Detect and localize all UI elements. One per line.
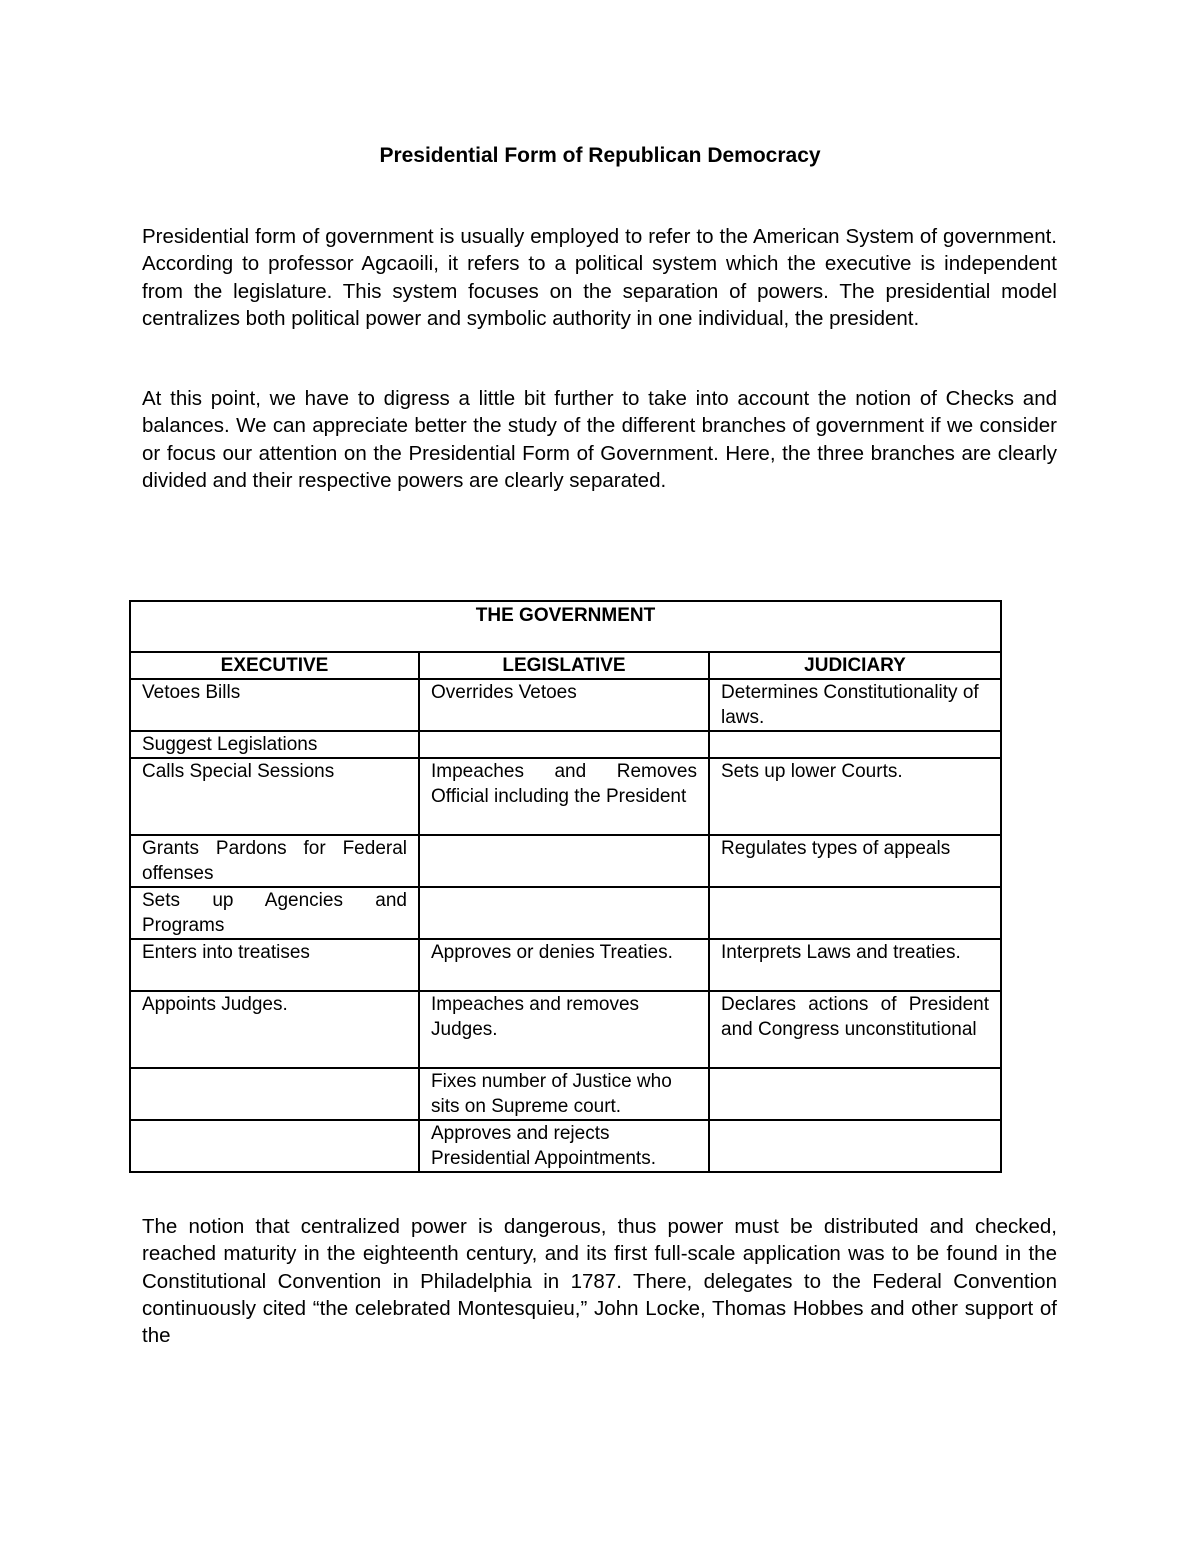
- table-row: [130, 887, 1001, 939]
- cell-executive: Grants Pardons for Federal offenses: [130, 835, 419, 887]
- cell-judiciary: [709, 1068, 1001, 1120]
- cell-executive: Vetoes Bills: [130, 679, 419, 731]
- cell-executive: Appoints Judges.: [130, 991, 419, 1068]
- cell-legislative: Fixes number of Justice who sits on Supreme court.: [419, 1068, 709, 1120]
- cell-legislative: Impeaches and Removes Official including the President: [419, 758, 709, 835]
- table-row: [130, 1120, 1001, 1172]
- header-judiciary: JUDICIARY: [709, 652, 1001, 679]
- cell-judiciary: Sets up lower Courts.: [709, 758, 1001, 835]
- cell-executive: [130, 1120, 419, 1172]
- table-row: [130, 1068, 1001, 1120]
- table-caption: THE GOVERNMENT: [130, 601, 1001, 652]
- header-executive: EXECUTIVE: [130, 652, 419, 679]
- table-row: [130, 939, 1001, 991]
- cell-judiciary: [709, 1120, 1001, 1172]
- cell-judiciary: Regulates types of appeals: [709, 835, 1001, 887]
- cell-executive: [130, 1068, 419, 1120]
- document-title: Presidential Form of Republican Democracy: [379, 144, 821, 167]
- cell-legislative: [419, 731, 709, 758]
- table-row: [130, 835, 1001, 887]
- paragraph-intro: Presidential form of government is usually employed to refer to the American System of government. According to professor Agcaoili, it refers to a political system which the executive is independent from the legislature. This system focuses on the separation of powers. The presidential model centralizes both political power and symbolic authority in one individual, the president.: [142, 225, 1057, 330]
- government-branches-table: [129, 600, 1002, 1173]
- cell-judiciary: Interprets Laws and treaties.: [709, 939, 1001, 991]
- cell-legislative: [419, 835, 709, 887]
- cell-judiciary: [709, 887, 1001, 939]
- cell-executive: Sets up Agencies and Programs: [130, 887, 419, 939]
- cell-executive: Suggest Legislations: [130, 731, 419, 758]
- cell-executive: Calls Special Sessions: [130, 758, 419, 835]
- table-row: [130, 731, 1001, 758]
- cell-judiciary: Determines Constitutionality of laws.: [709, 679, 1001, 731]
- table-row: [130, 991, 1001, 1068]
- cell-legislative: [419, 887, 709, 939]
- header-legislative: LEGISLATIVE: [419, 652, 709, 679]
- cell-legislative: Approves or denies Treaties.: [419, 939, 709, 991]
- cell-executive: Enters into treatises: [130, 939, 419, 991]
- cell-legislative: Impeaches and removes Judges.: [419, 991, 709, 1068]
- table-row: [130, 758, 1001, 835]
- cell-judiciary: Declares actions of President and Congress unconstitutional: [709, 991, 1001, 1068]
- table-row: [130, 679, 1001, 731]
- paragraph-centralized-power: The notion that centralized power is dangerous, thus power must be distributed and checked, reached maturity in the eighteenth century, and its first full-scale application was to be found in the Constitutional Convention in Philadelphia in 1787. There, delegates to the Federal Convention continuously cited “the celebrated Montesquieu,” John Locke, Thomas Hobbes and other support of the: [142, 1215, 1057, 1348]
- cell-judiciary: [709, 731, 1001, 758]
- paragraph-checks-balances: At this point, we have to digress a little bit further to take into account the notion of Checks and balances. We can appreciate better the study of the different branches of government if we consider or focus our attention on the Presidential Form of Government. Here, the three branches are clearly divided and their respective powers are clearly separated.: [142, 387, 1057, 492]
- cell-legislative: Approves and rejects Presidential Appointments.: [419, 1120, 709, 1172]
- cell-legislative: Overrides Vetoes: [419, 679, 709, 731]
